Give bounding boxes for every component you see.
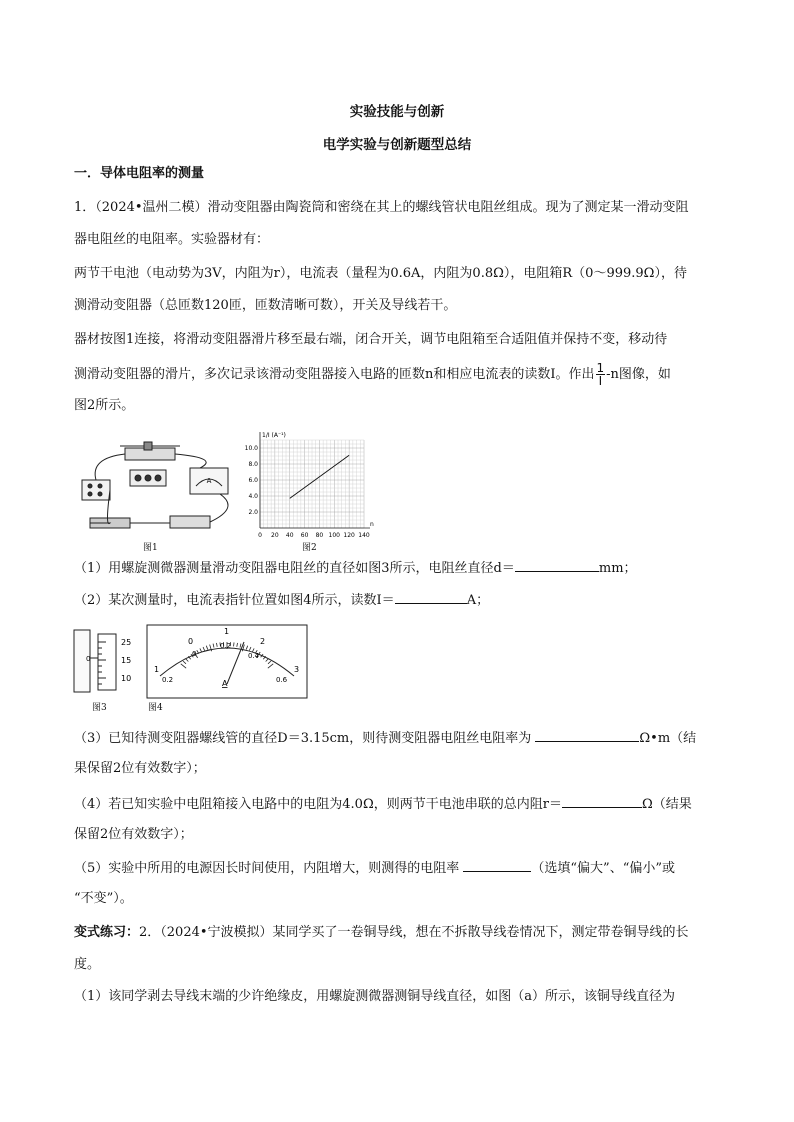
answer-blank-diameter[interactable]: [515, 557, 599, 572]
figure-2-chart: [238, 420, 378, 545]
q1-line6: [74, 362, 726, 387]
figure-1-circuit: [70, 438, 240, 538]
y-tick-label: 2.0: [248, 509, 258, 516]
answer-blank-resistivity[interactable]: [535, 727, 639, 742]
doc-subtitle: 电学实验与创新题型总结: [322, 137, 472, 153]
q1-part3: [74, 727, 726, 749]
figure-2-caption: 图2: [302, 543, 317, 553]
knife-switch: [170, 516, 210, 528]
x-tick-label: 140: [358, 532, 370, 539]
q1-part4-unit: Ω（结果: [641, 797, 692, 812]
fraction-1-over-I: $\frac{1}{I}$: [596, 361, 605, 388]
q1-part1-text: （1）用螺旋测微器测量滑动变阻器电阻丝的直径如图3所示，电阻丝直径d＝: [74, 561, 515, 576]
q1-line5: 器材按图1连接，将滑动变阻器滑片移至最右端，闭合开关，调节电阻箱至合适阻值并保持不变，移动待: [74, 332, 668, 347]
q2-line3: （1）该同学剥去导线末端的少许绝缘皮，用螺旋测微器测铜导线直径，如图（a）所示，该铜导线直径为: [74, 989, 676, 1004]
answer-blank-bias[interactable]: [463, 857, 531, 872]
x-tick-label: 120: [343, 532, 355, 539]
q1-line2: 器电阻丝的电阻率。实验器材有：: [74, 232, 270, 247]
y-axis-label: 1/I (A⁻¹): [262, 432, 286, 439]
x-tick-label: 80: [315, 532, 324, 539]
q2-line2: 度。: [74, 957, 101, 972]
q1-part5-options: （选填“偏大”、“偏小”或: [531, 861, 675, 876]
figure-4-caption: 图4: [148, 703, 163, 713]
section-heading: 一．导体电阻率的测量: [74, 166, 205, 181]
q1-part4-text: （4）若已知实验中电阻箱接入电路中的电阻为4.0Ω，则两节干电池串联的总内阻r＝: [74, 797, 562, 812]
micrometer-tick-15: 15: [121, 656, 132, 665]
dial-outer-label-2: 2: [260, 637, 266, 646]
q2-line1-text: 2．（2024•宁波模拟）某同学买了一卷铜导线，想在不拆散导线卷情况下，测定带卷铜导线的长: [139, 925, 689, 940]
x-tick-label: 40: [285, 532, 294, 539]
x-tick-label: 20: [271, 532, 279, 539]
dial-outer-label-0: 0: [188, 637, 194, 646]
y-tick-label: 6.0: [248, 477, 258, 484]
answer-blank-current[interactable]: [395, 589, 467, 604]
q1-part3-unit: Ω•m（结: [639, 731, 697, 746]
micrometer-zero: 0: [86, 655, 91, 663]
q1-part5-text: （5）实验中所用的电源因长时间使用，内阻增大，则测得的电阻率: [74, 861, 464, 876]
ammeter-symbol-label: A: [206, 477, 212, 485]
q1-part1-unit: mm；: [598, 561, 637, 576]
q1-line1: 1．（2024•温州二模）滑动变阻器由陶瓷筒和密绕在其上的螺线管状电阻丝组成。现为了测定某一滑动变阻: [74, 200, 689, 215]
q1-line6-text: 测滑动变阻器的滑片，多次记录该滑动变阻器接入电路的匝数n和相应电流表的读数I。作出: [74, 367, 595, 382]
figure-3-micrometer: [72, 628, 132, 698]
dial-outer-label-3: 3: [294, 665, 300, 674]
q1-part4: [74, 793, 726, 815]
doc-title: 实验技能与创新: [349, 104, 445, 120]
figure-4-ammeter-dial: [146, 624, 308, 699]
q1-line7: 图2所示。: [74, 398, 135, 413]
dial-outer-label-1: 1: [224, 627, 230, 636]
q1-part2-unit: A；: [466, 593, 490, 608]
q1-line4: 测滑动变阻器（总匝数120匝，匝数清晰可数），开关及导线若干。: [74, 298, 457, 313]
figure-3-caption: 图3: [92, 703, 107, 713]
dial-outer-label-left: 1: [154, 665, 160, 674]
q1-part2-text: （2）某次测量时，电流表指针位置如图4所示，读数I＝: [74, 593, 395, 608]
micrometer-tick-10: 10: [121, 674, 132, 683]
q1-part1: [74, 557, 726, 579]
figure-1-caption: 图1: [143, 543, 158, 553]
x-tick-label: 100: [328, 532, 341, 539]
chart-grid: [260, 440, 364, 528]
q1-part5-cont: “不变”）。: [74, 891, 133, 906]
q1-part3-cont: 果保留2位有效数字）；: [74, 761, 206, 776]
answer-blank-internal-resistance[interactable]: [562, 793, 642, 808]
q1-line6-tail: -n图像，如: [606, 367, 671, 382]
variant-label: 变式练习：: [74, 925, 140, 940]
dial-inner-label-0: 0: [192, 650, 197, 658]
x-tick-label: 60: [300, 532, 309, 539]
y-tick-label: 4.0: [248, 493, 258, 500]
resistance-box: [82, 480, 110, 500]
y-tick-label: 10.0: [244, 445, 258, 452]
q1-part3-text: （3）已知待测变阻器螺线管的直径D＝3.15cm，则待测变阻器电阻丝电阻率为: [74, 731, 536, 746]
dial-unit-A: A: [222, 679, 228, 688]
q1-part4-cont: 保留2位有效数字）；: [74, 827, 193, 842]
x-axis-label: n: [370, 521, 374, 528]
dial-inner-label-02: 0.2: [220, 642, 232, 650]
dial-inner-label-04: 0.4: [248, 652, 260, 660]
dial-inner-label-06: 0.6: [276, 676, 288, 684]
q1-part5: [74, 857, 726, 879]
q1-part2: [74, 589, 726, 611]
q2-line1: [74, 923, 726, 943]
micrometer-tick-25: 25: [121, 638, 132, 647]
dial-inner-label-left: 0.2: [162, 676, 174, 684]
y-tick-label: 8.0: [248, 461, 258, 468]
q1-line3: 两节干电池（电动势为3V，内阻为r），电流表（量程为0.6A，内阻为0.8Ω），电阻箱R（0～999.9Ω），待: [74, 266, 687, 281]
x-tick-label: 0: [258, 532, 262, 539]
